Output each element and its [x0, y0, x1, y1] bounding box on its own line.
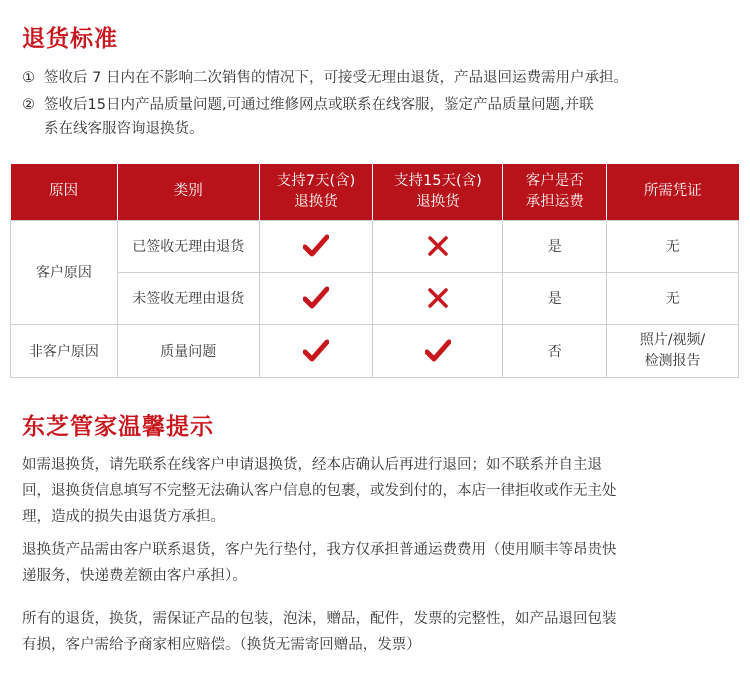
row1-category: 已签收无理由退货: [117, 220, 259, 272]
note-1: [22, 66, 628, 90]
table-header-row: [11, 164, 739, 220]
header-15day: 支持15天(含) 退换货: [373, 164, 503, 220]
tip-paragraph-3: 所有的退货，换货，需保证产品的包装，泡沫，赠品，配件，发票的完整性，如产品退回包装 有损，客户需给予商家相应赔偿。（换货无需寄回赠品，发票）: [22, 611, 617, 653]
tips-title: 东芝管家温馨提示: [22, 414, 214, 440]
header-7day: 支持7天(含) 退换货: [259, 164, 373, 220]
cross-icon: [373, 220, 503, 272]
row2-freight: 是: [503, 272, 607, 324]
row3-category: 质量问题: [117, 324, 259, 377]
tip-paragraph-1: 如需退换货，请先联系在线客户申请退换货，经本店确认后再进行退回；如不联系并自主退 回，退换货信息填写不完整无法确认客户信息的包裹，或发到付的，本店一律拒收或作无主处 理，造成的损失由退货方承担。: [22, 457, 617, 525]
note-1-number: ①: [22, 70, 35, 86]
table-row: [11, 272, 739, 324]
header-reason: 原因: [11, 164, 118, 220]
header-category: 类别: [117, 164, 259, 220]
note-2-number: ②: [22, 97, 35, 113]
table-row: [11, 324, 739, 377]
note-2: [22, 93, 594, 141]
tip-paragraph-2: 退换货产品需由客户联系退货，客户先行垫付，我方仅承担普通运费费用（使用顺丰等昂贵快 递服务，快递费差额由客户承担）。: [22, 542, 617, 584]
check-icon: [373, 324, 503, 377]
row2-proof: 无: [607, 272, 739, 324]
note-1-text: 签收后 7 日内在不影响二次销售的情况下，可接受无理由退货，产品退回运费需用户承担。: [44, 70, 628, 86]
row3-freight: 否: [503, 324, 607, 377]
row1-freight: 是: [503, 220, 607, 272]
check-icon: [259, 220, 373, 272]
cross-icon: [373, 272, 503, 324]
check-icon: [259, 324, 373, 377]
group-customer-reason: 客户原因: [11, 220, 118, 324]
note-2-text-line1: 签收后15日内产品质量问题,可通过维修网点或联系在线客服，鉴定产品质量问题,并联: [44, 97, 594, 113]
return-standard-title: 退货标准: [22, 26, 118, 52]
row1-proof: 无: [607, 220, 739, 272]
note-2-text-line2: 系在线客服咨询退换货。: [44, 121, 204, 137]
table-row: [11, 220, 739, 272]
row2-category: 未签收无理由退货: [117, 272, 259, 324]
row3-proof: 照片/视频/ 检测报告: [607, 324, 739, 377]
check-icon: [259, 272, 373, 324]
return-policy-table: [10, 164, 739, 378]
header-freight: 客户是否 承担运费: [503, 164, 607, 220]
group-non-customer-reason: 非客户原因: [11, 324, 118, 377]
header-proof: 所需凭证: [607, 164, 739, 220]
